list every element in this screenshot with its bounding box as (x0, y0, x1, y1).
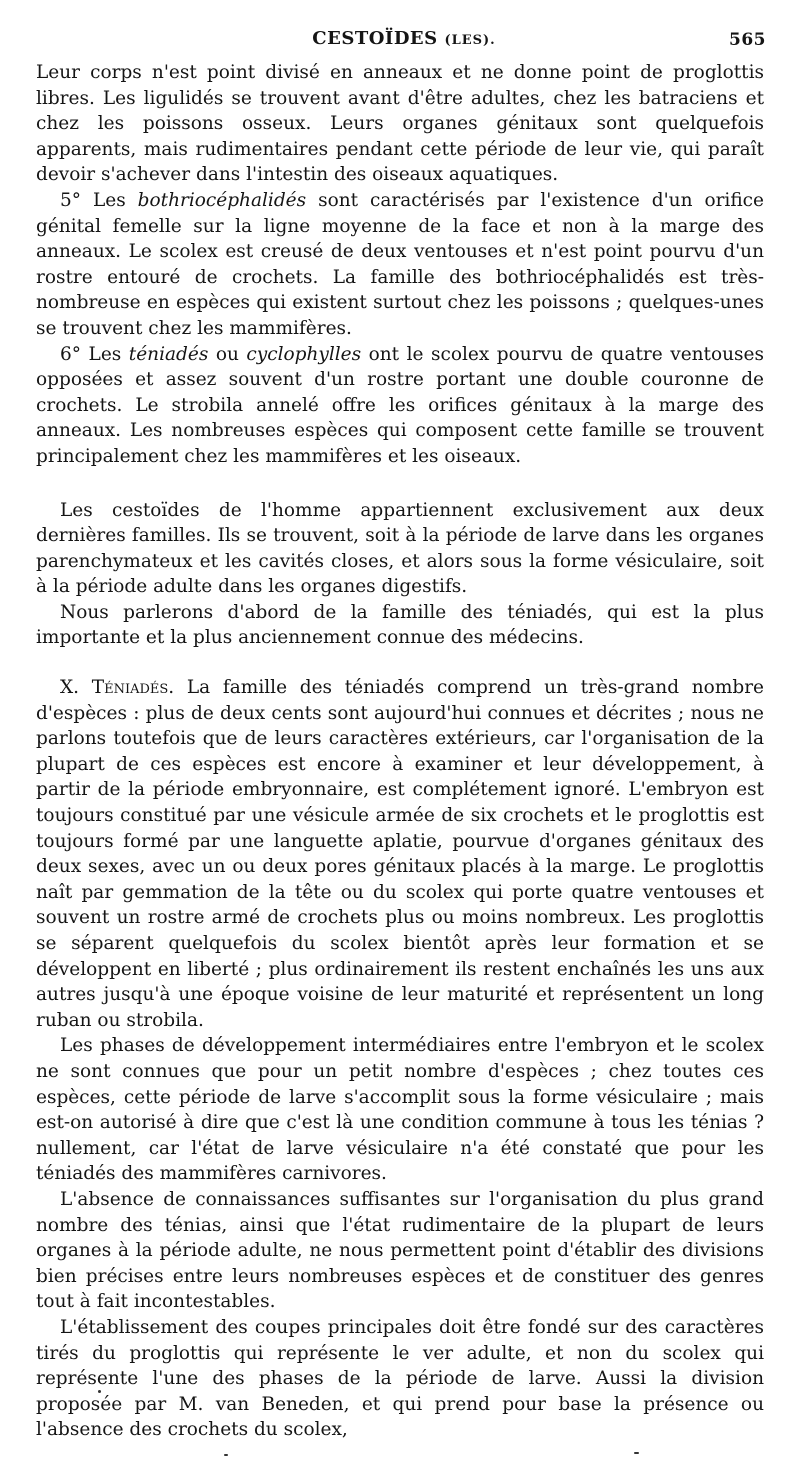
paragraph-ligulides: Leur corps n'est point divisé en anneaux et ne donne point de proglottis libres. Les ligulidés se trouvent avant d'être adultes, chez les batraciens et chez les poissons osseux. Leurs organes génitaux sont quelquefois apparents, mais rudimentaires pendant cette période de leur vie, qui paraît devoir s'achever dans l'intestin des oiseaux aquatiques. (36, 62, 764, 186)
paragraph-bothriocephalides (36, 188, 764, 342)
paragraph-x-teniades-text: La famille des téniadés comprend un très-grand nombre d'espèces : plus de deux cents sont aujourd'hui connues et décrites ; nous ne parlons toutefois que de leurs caractères extérieurs, car l'organisation de la plupart de ces espèces est encore à examiner et leur développement, à partir de la période embryonnaire, est complétement ignoré. L'embryon est toujours constitué par une vésicule armée de six crochets et le proglottis est toujours formé par une languette aplatie, pourvue d'organes génitaux des deux sexes, avec un ou deux pores génitaux placés à la marge. Le proglottis naît par gemmation de la tête ou du scolex qui porte quatre ventouses et souvent un rostre armé de crochets plus ou moins nombreux. Les proglottis se séparent quelquefois du scolex bientôt après leur formation et se développent en liberté ; plus ordinairement ils restent enchaînés les uns aux autres jusqu'à une époque voisine de leur maturité et représentent un long ruban ou strobila. (36, 677, 764, 1031)
running-title (36, 28, 772, 49)
paragraph-bothriocephalides-text: sont caractérisés par l'existence d'un orifice génital femelle sur la ligne moyenne de la face et non à la marge des anneaux. Le scolex est creusé de deux ventouses et n'est point pourvu d'un rostre entouré de crochets. La famille des bothriocéphalidés est très-nombreuse en espèces qui existent surtout chez les poissons ; quelques-unes se trouvent chez les mammifères. (36, 189, 764, 339)
section-gap (36, 651, 764, 675)
section-gap (36, 470, 764, 498)
section-heading-teniades: X. Téniadés. (60, 677, 175, 699)
paragraph-phases-developpement: Les phases de développement intermédiaires entre l'embryon et le scolex ne sont connues que pour un petit nombre d'espèces ; chez toutes ces espèces, cette période de larve s'accomplit sous la forme vésiculaire ; mais est-on autorisé à dire que c'est là une condition commune à tous les ténias ? nullement, car l'état de larve vésiculaire n'a été constaté que pour les téniadés des mammifères carnivores. (36, 1035, 764, 1185)
running-title-main: CESTOÏDES (312, 28, 438, 49)
paragraph-x-teniades (36, 675, 764, 1033)
paragraph-teniades-family-text: ont le scolex pourvu de quatre ventouses opposées et assez souvent d'un rostre portant une double couronne de crochets. Le strobila annelé offre les orifices génitaux à la marge des anneaux. Les nombreuses espèces qui composent cette famille se trouvent principalement chez les mammifères et les oiseaux. (36, 343, 764, 467)
term-bothriocephalides: bothriocéphalidés (137, 189, 307, 211)
body-text (36, 60, 764, 1443)
paragraph-nous-parlerons: Nous parlerons d'abord de la famille des téniadés, qui est la plus importante et la plus anciennement connue des médecins. (36, 601, 764, 649)
item-number-5: 5° Les (60, 189, 138, 211)
print-speck (224, 1454, 228, 1456)
print-speck (634, 1452, 639, 1454)
paragraph-absence-connaissances: L'absence de connaissances suffisantes sur l'organisation du plus grand nombre des ténias, ainsi que l'état rudimentaire de la plupart de leurs organes à la période adulte, ne nous permettent point d'établir des divisions bien précises entre leurs nombreuses espèces et de constituer des genres tout à fait incontestables. (36, 1188, 764, 1313)
running-header (36, 28, 772, 58)
paragraph-etablissement-coupes: L'établissement des coupes principales doit être fondé sur des caractères tirés du proglottis qui représente le ver adulte, et non du scolex qui représente l'une des phases de la période de larve. Aussi la division proposée par M. van Beneden, et qui prend pour base la présence ou l'absence des crochets du scolex, (36, 1316, 764, 1441)
running-title-paren: (LES). (444, 33, 496, 48)
term-cyclophylles: cyclophylles (246, 343, 362, 365)
paragraph-teniades-family (36, 342, 764, 470)
paragraph-cestoides-homme: Les cestoïdes de l'homme appartiennent exclusivement aux deux dernières familles. Ils se trouvent, soit à la période de larve dans les organes parenchymateux et les cavités closes, et alors sous la forme vésiculaire, soit à la période adulte dans les organes digestifs. (36, 499, 764, 598)
item-number-6: 6° Les (60, 343, 129, 365)
page-number: 565 (729, 30, 766, 50)
term-teniades: téniadés (128, 343, 209, 365)
print-speck (98, 1390, 101, 1393)
conjunction-ou: ou (208, 343, 247, 365)
